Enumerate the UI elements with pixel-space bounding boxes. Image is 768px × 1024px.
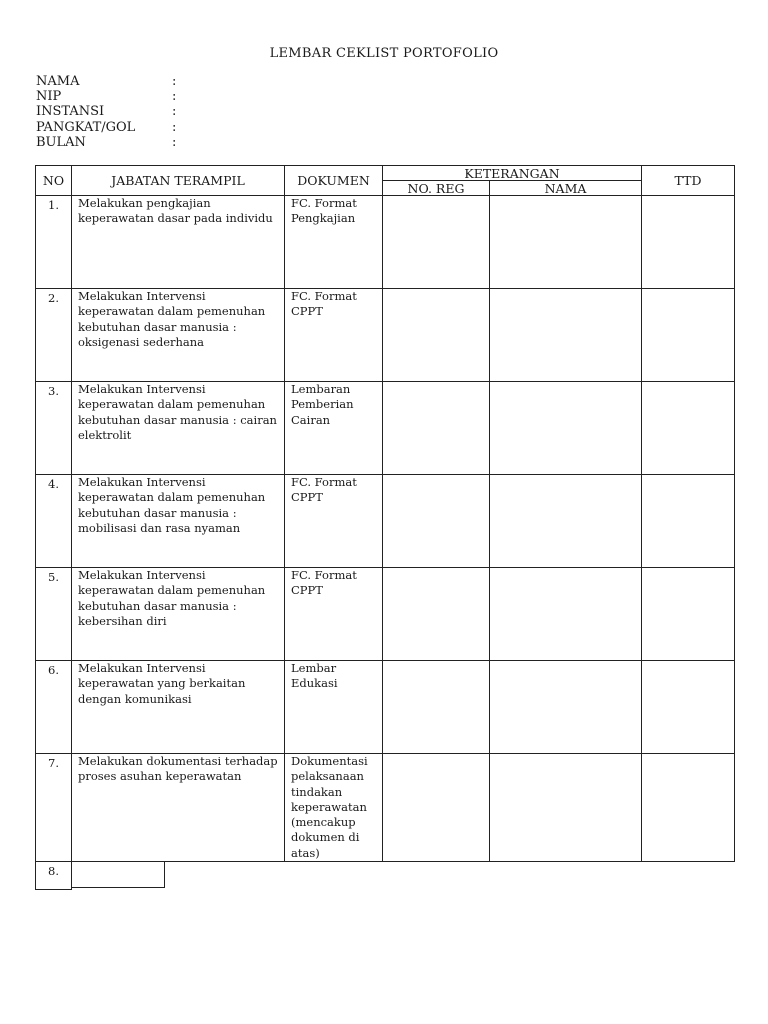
- header-no-reg: NO. REG: [383, 181, 490, 196]
- row-no-reg-cell: [383, 661, 490, 754]
- row-number: 1.: [36, 196, 72, 289]
- table-row: [36, 568, 735, 661]
- identity-label: PANGKAT/GOL: [36, 119, 136, 135]
- row-no-reg-cell: [383, 754, 490, 862]
- row-nama-cell: [490, 568, 642, 661]
- header-jabatan: JABATAN TERAMPIL: [72, 166, 285, 196]
- row-jabatan: Melakukan Intervensi keperawatan dalam pemenuhan kebutuhan dasar manusia : mobilisasi dan rasa nyaman: [72, 475, 285, 568]
- table-row: [36, 289, 735, 382]
- empty-space: [383, 862, 490, 890]
- row-nama-cell: [490, 382, 642, 475]
- header-no: NO: [36, 166, 72, 196]
- row-ttd-cell: [642, 568, 735, 661]
- table-row: [36, 754, 735, 862]
- row-no-reg-cell: [383, 475, 490, 568]
- row-ttd-cell: [642, 382, 735, 475]
- row-jabatan: Melakukan Intervensi keperawatan dalam pemenuhan kebutuhan dasar manusia : oksigenasi sederhana: [72, 289, 285, 382]
- row-dokumen: FC. Format CPPT: [285, 289, 383, 382]
- identity-separator: :: [172, 89, 177, 105]
- row-nama-cell: [490, 754, 642, 862]
- row-ttd-cell: [642, 754, 735, 862]
- row-ttd-cell: [642, 661, 735, 754]
- row-nama-cell: [490, 196, 642, 289]
- row-no-reg-cell: [383, 382, 490, 475]
- row-no-reg-cell: [383, 568, 490, 661]
- row-number: 5.: [36, 568, 72, 661]
- row-ttd-cell: [642, 475, 735, 568]
- header-nama: NAMA: [490, 181, 642, 196]
- identity-label: NAMA: [36, 74, 80, 89]
- row-jabatan: Melakukan pengkajian keperawatan dasar pada individu: [72, 196, 285, 289]
- table-row-partial: [36, 862, 735, 890]
- identity-label: BULAN: [36, 134, 86, 150]
- row-jabatan-partial: [72, 862, 285, 890]
- row-dokumen: FC. Format CPPT: [285, 568, 383, 661]
- identity-label: NIP: [36, 89, 62, 105]
- portfolio-checklist-table: [35, 165, 735, 890]
- row-no-reg-cell: [383, 289, 490, 382]
- row-number: 2.: [36, 289, 72, 382]
- row-jabatan: Melakukan Intervensi keperawatan yang berkaitan dengan komunikasi: [72, 661, 285, 754]
- empty-space: [642, 862, 735, 890]
- table-row: [36, 475, 735, 568]
- partial-cell-box: [71, 861, 165, 888]
- row-dokumen: Lembar Edukasi: [285, 661, 383, 754]
- table-row: [36, 196, 735, 289]
- row-dokumen: FC. Format Pengkajian: [285, 196, 383, 289]
- identity-separator: :: [172, 119, 177, 135]
- header-keterangan: KETERANGAN: [383, 166, 642, 181]
- row-nama-cell: [490, 475, 642, 568]
- header-dokumen: DOKUMEN: [285, 166, 383, 196]
- row-number: 7.: [36, 754, 72, 862]
- document-title: LEMBAR CEKLIST PORTOFOLIO: [269, 46, 499, 61]
- row-jabatan: Melakukan Intervensi keperawatan dalam pemenuhan kebutuhan dasar manusia : cairan elektrolit: [72, 382, 285, 475]
- row-dokumen: Dokumentasi pelaksanaan tindakan keperawatan (mencakup dokumen di atas): [285, 754, 383, 862]
- row-nama-cell: [490, 289, 642, 382]
- identity-separator: :: [172, 74, 177, 89]
- row-dokumen: FC. Format CPPT: [285, 475, 383, 568]
- row-number: 6.: [36, 661, 72, 754]
- row-dokumen: Lembaran Pemberian Cairan: [285, 382, 383, 475]
- row-ttd-cell: [642, 196, 735, 289]
- row-number: 4.: [36, 475, 72, 568]
- row-number: 8.: [36, 862, 72, 890]
- row-number: 3.: [36, 382, 72, 475]
- row-jabatan: Melakukan Intervensi keperawatan dalam pemenuhan kebutuhan dasar manusia : kebersihan diri: [72, 568, 285, 661]
- row-jabatan: Melakukan dokumentasi terhadap proses asuhan keperawatan: [72, 754, 285, 862]
- empty-space: [285, 862, 383, 890]
- row-nama-cell: [490, 661, 642, 754]
- table-row: [36, 382, 735, 475]
- row-no-reg-cell: [383, 196, 490, 289]
- row-ttd-cell: [642, 289, 735, 382]
- header-ttd: TTD: [642, 166, 735, 196]
- table-row: [36, 661, 735, 754]
- identity-label: INSTANSI: [36, 104, 105, 120]
- identity-separator: :: [172, 134, 177, 150]
- identity-separator: :: [172, 104, 177, 120]
- empty-space: [490, 862, 642, 890]
